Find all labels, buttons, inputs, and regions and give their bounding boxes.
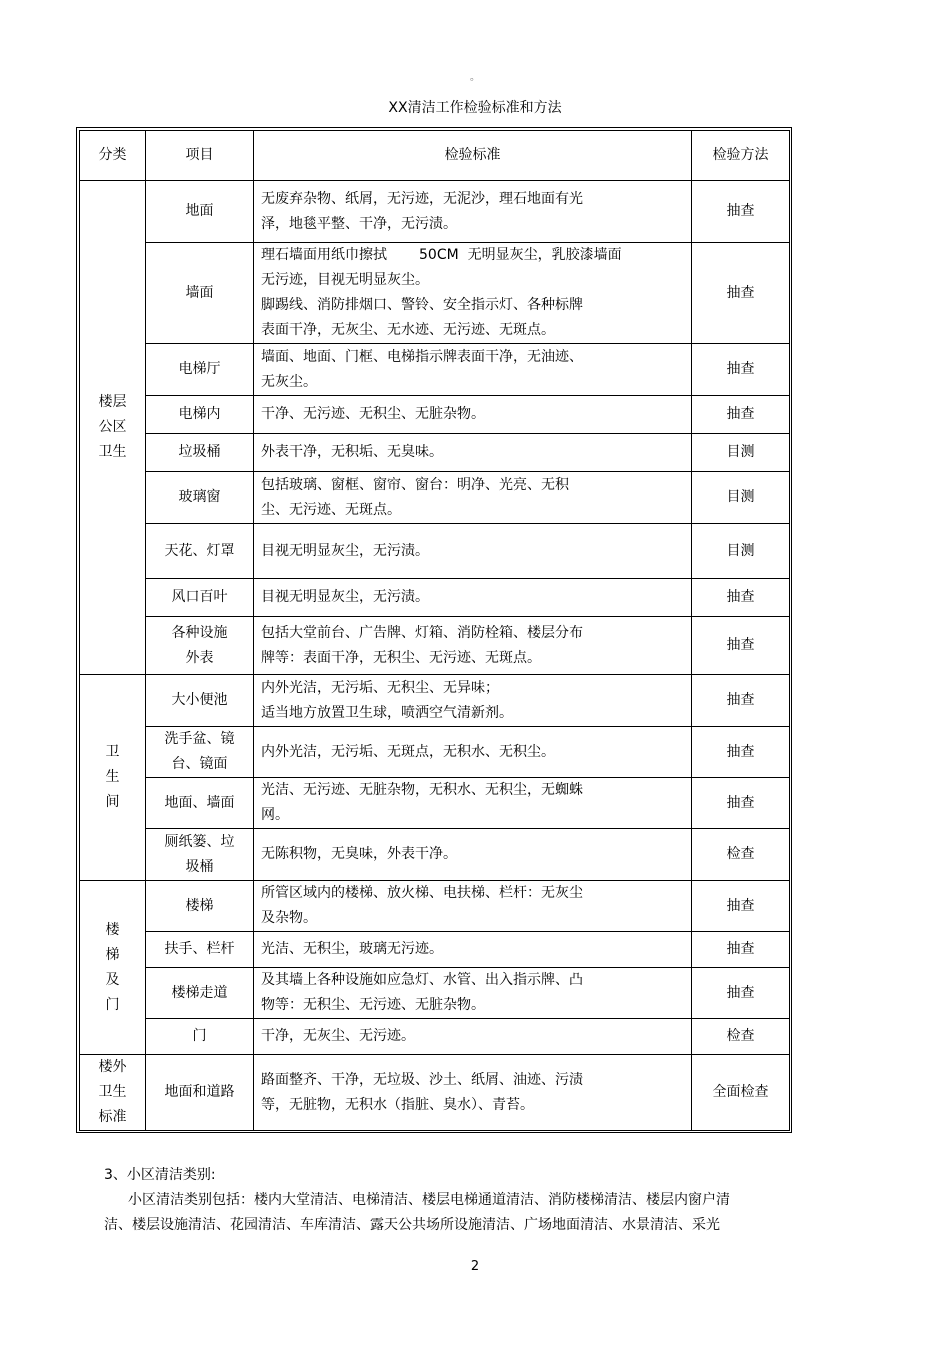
table-row	[80, 579, 790, 617]
table-row	[80, 778, 790, 829]
standards-table-frame	[76, 127, 792, 1133]
item-cell: 地面	[146, 181, 254, 243]
method-cell: 抽查	[692, 675, 790, 727]
standard-cell: 无废弃杂物、纸屑，无污迹，无泥沙，理石地面有光 泽，地毯平整、干净，无污渍。	[254, 181, 692, 243]
item-cell: 天花、灯罩	[146, 524, 254, 579]
item-cell: 玻璃窗	[146, 472, 254, 524]
standards-table	[79, 130, 790, 1131]
paragraph-line-2: 洁、楼层设施清洁、花园清洁、车库清洁、露天公共场所设施清洁、广场地面清洁、水景清洁、采光	[104, 1217, 720, 1233]
method-cell: 抽查	[692, 396, 790, 434]
table-row	[80, 829, 790, 881]
standard-cell: 光洁、无污迹、无脏杂物，无积水、无积尘，无蜘蛛 网。	[254, 778, 692, 829]
table-row	[80, 968, 790, 1019]
item-cell: 扶手、栏杆	[146, 932, 254, 968]
method-cell: 抽查	[692, 881, 790, 932]
item-cell: 电梯内	[146, 396, 254, 434]
paragraph-line-1: 小区清洁类别包括：楼内大堂清洁、电梯清洁、楼层电梯通道清洁、消防楼梯清洁、楼层内窗户清	[128, 1192, 730, 1208]
item-cell: 地面和道路	[146, 1055, 254, 1131]
standard-cell: 路面整齐、干净，无垃圾、沙土、纸屑、油迹、污渍 等，无脏物，无积水（指脏、臭水）、青苔。	[254, 1055, 692, 1131]
item-cell: 垃圾桶	[146, 434, 254, 472]
section-heading: 3、小区清洁类别:	[104, 1167, 216, 1183]
standard-cell: 内外光洁，无污垢、无积尘、无异味； 适当地方放置卫生球，喷洒空气清新剂。	[254, 675, 692, 727]
standard-cell: 墙面、地面、门框、电梯指示牌表面干净，无油迹、 无灰尘。	[254, 344, 692, 396]
method-cell: 检查	[692, 829, 790, 881]
table-row	[80, 1019, 790, 1055]
standard-cell: 目视无明显灰尘，无污渍。	[254, 579, 692, 617]
table-row	[80, 344, 790, 396]
standard-cell: 光洁、无积尘，玻璃无污迹。	[254, 932, 692, 968]
header-method: 检验方法	[692, 131, 790, 181]
standard-cell: 内外光洁，无污垢、无斑点，无积水、无积尘。	[254, 727, 692, 778]
item-cell: 厕纸篓、垃 圾桶	[146, 829, 254, 881]
method-cell: 抽查	[692, 968, 790, 1019]
method-cell: 目测	[692, 472, 790, 524]
table-row	[80, 881, 790, 932]
method-cell: 检查	[692, 1019, 790, 1055]
standard-cell: 干净，无灰尘、无污迹。	[254, 1019, 692, 1055]
method-cell: 抽查	[692, 344, 790, 396]
table-row	[80, 434, 790, 472]
table-row	[80, 396, 790, 434]
item-cell: 门	[146, 1019, 254, 1055]
header-category: 分类	[80, 131, 146, 181]
table-row	[80, 472, 790, 524]
method-cell: 抽查	[692, 243, 790, 344]
category-floor-public: 楼层 公区 卫生	[80, 181, 146, 675]
item-cell: 楼梯	[146, 881, 254, 932]
standard-cell: 包括玻璃、窗框、窗帘、窗台：明净、光亮、无积 尘、无污迹、无斑点。	[254, 472, 692, 524]
method-cell: 抽查	[692, 778, 790, 829]
standard-cell: 干净、无污迹、无积尘、无脏杂物。	[254, 396, 692, 434]
standard-cell: 外表干净，无积垢、无臭味。	[254, 434, 692, 472]
table-row	[80, 932, 790, 968]
item-cell: 电梯厅	[146, 344, 254, 396]
header-standard: 检验标准	[254, 131, 692, 181]
item-cell: 地面、墙面	[146, 778, 254, 829]
table-row	[80, 181, 790, 243]
table-row	[80, 243, 790, 344]
standard-cell: 及其墙上各种设施如应急灯、水管、出入指示牌、凸 物等：无积尘、无污迹、无脏杂物。	[254, 968, 692, 1019]
table-row	[80, 1055, 790, 1131]
method-cell: 抽查	[692, 181, 790, 243]
item-cell: 墙面	[146, 243, 254, 344]
standard-cell: 无陈积物，无臭味，外表干净。	[254, 829, 692, 881]
category-restroom: 卫 生 间	[80, 675, 146, 881]
method-cell: 全面检查	[692, 1055, 790, 1131]
item-cell: 洗手盆、镜 台、镜面	[146, 727, 254, 778]
table-row	[80, 675, 790, 727]
method-cell: 抽查	[692, 932, 790, 968]
standard-cell: 理石墙面用纸巾擦拭 50CM 无明显灰尘，乳胶漆墙面 无污迹，目视无明显灰尘。 脚踢线、消防排烟口、警铃、安全指示灯、各种标牌 表面干净，无灰尘、无水迹、无污迹、无斑点。	[254, 243, 692, 344]
item-cell: 楼梯走道	[146, 968, 254, 1019]
category-stairs-doors: 楼 梯 及 门	[80, 881, 146, 1055]
standard-cell: 目视无明显灰尘，无污渍。	[254, 524, 692, 579]
header-mark: 。	[470, 72, 480, 83]
header-item: 项目	[146, 131, 254, 181]
item-cell: 大小便池	[146, 675, 254, 727]
page-title: XX清洁工作检验标准和方法	[388, 100, 562, 116]
method-cell: 抽查	[692, 617, 790, 675]
table-row	[80, 727, 790, 778]
standard-cell: 包括大堂前台、广告牌、灯箱、消防栓箱、楼层分布 牌等：表面干净，无积尘、无污迹、无斑点。	[254, 617, 692, 675]
item-cell: 各种设施 外表	[146, 617, 254, 675]
item-cell: 风口百叶	[146, 579, 254, 617]
category-outdoor: 楼外 卫生 标准	[80, 1055, 146, 1131]
method-cell: 目测	[692, 524, 790, 579]
table-header-row	[80, 131, 790, 181]
page-number: 2	[470, 1259, 480, 1274]
standard-cell: 所管区域内的楼梯、放火梯、电扶梯、栏杆：无灰尘 及杂物。	[254, 881, 692, 932]
method-cell: 抽查	[692, 727, 790, 778]
method-cell: 抽查	[692, 579, 790, 617]
method-cell: 目测	[692, 434, 790, 472]
table-row	[80, 617, 790, 675]
table-row	[80, 524, 790, 579]
